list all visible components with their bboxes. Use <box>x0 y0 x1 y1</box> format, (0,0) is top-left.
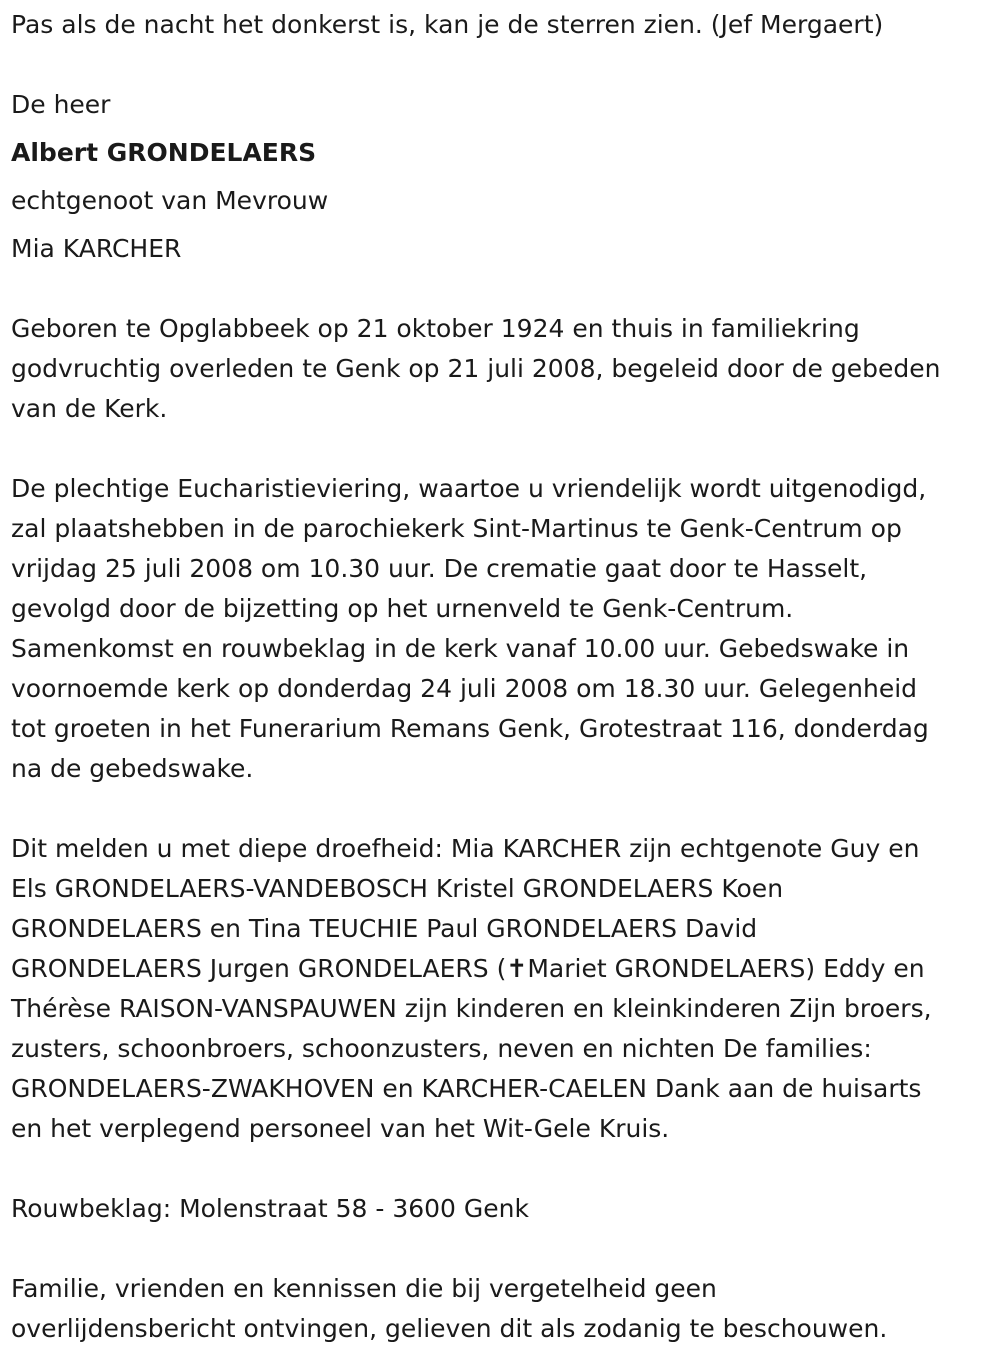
paragraph-line: godvruchtig overleden te Genk op 21 juli 2008, begeleid door de gebeden <box>11 354 941 383</box>
paragraph-line: overlijdensbericht ontvingen, gelieven dit als zodanig te beschouwen. <box>11 1314 888 1343</box>
paragraph-line: gevolgd door de bijzetting op het urnenveld te Genk-Centrum. <box>11 594 794 623</box>
cross-icon: ✝ <box>506 954 528 983</box>
birth-death-paragraph <box>11 309 990 429</box>
paragraph-line: Thérèse RAISON-VANSPAUWEN zijn kinderen en kleinkinderen Zijn broers, <box>11 994 932 1023</box>
line-text: GRONDELAERS Jurgen GRONDELAERS ( <box>11 954 507 983</box>
paragraph-line: Samenkomst en rouwbeklag in de kerk vanaf 10.00 uur. Gebedswake in <box>11 634 910 663</box>
paragraph-line: De plechtige Eucharistieviering, waartoe u vriendelijk wordt uitgenodigd, <box>11 474 927 503</box>
line-text: Mariet GRONDELAERS) Eddy en <box>527 954 925 983</box>
paragraph-line: tot groeten in het Funerarium Remans Genk, Grotestraat 116, donderdag <box>11 714 929 743</box>
opening-quote: Pas als de nacht het donkerst is, kan je de sterren zien. (Jef Mergaert) <box>11 10 884 39</box>
spouse-name: Mia KARCHER <box>11 234 182 263</box>
paragraph-line: Familie, vrienden en kennissen die bij vergetelheid geen <box>11 1274 717 1303</box>
paragraph-line <box>11 949 990 989</box>
closing-paragraph <box>11 1269 990 1349</box>
paragraph-line: na de gebedswake. <box>11 754 254 783</box>
paragraph-line: zusters, schoonbroers, schoonzusters, neven en nichten De families: <box>11 1034 872 1063</box>
paragraph-line: GRONDELAERS-ZWAKHOVEN en KARCHER-CAELEN Dank aan de huisarts <box>11 1074 922 1103</box>
family-paragraph <box>11 829 990 1149</box>
paragraph-line: en het verplegend personeel van het Wit-Gele Kruis. <box>11 1114 670 1143</box>
paragraph-line: GRONDELAERS en Tina TEUCHIE Paul GRONDELAERS David <box>11 914 758 943</box>
deceased-name: Albert GRONDELAERS <box>11 138 317 167</box>
paragraph-line: Geboren te Opglabbeek op 21 oktober 1924 en thuis in familiekring <box>11 314 860 343</box>
condolence-address: Rouwbeklag: Molenstraat 58 - 3600 Genk <box>11 1194 529 1223</box>
paragraph-line: zal plaatshebben in de parochiekerk Sint-Martinus te Genk-Centrum op <box>11 514 902 543</box>
salutation: De heer <box>11 90 111 119</box>
spouse-intro: echtgenoot van Mevrouw <box>11 186 329 215</box>
ceremony-paragraph <box>11 469 990 789</box>
paragraph-line: vrijdag 25 juli 2008 om 10.30 uur. De crematie gaat door te Hasselt, <box>11 554 868 583</box>
paragraph-line: Els GRONDELAERS-VANDEBOSCH Kristel GRONDELAERS Koen <box>11 874 784 903</box>
paragraph-line: voornoemde kerk op donderdag 24 juli 2008 om 18.30 uur. Gelegenheid <box>11 674 918 703</box>
paragraph-line: Dit melden u met diepe droefheid: Mia KARCHER zijn echtgenote Guy en <box>11 834 920 863</box>
paragraph-line: van de Kerk. <box>11 394 168 423</box>
